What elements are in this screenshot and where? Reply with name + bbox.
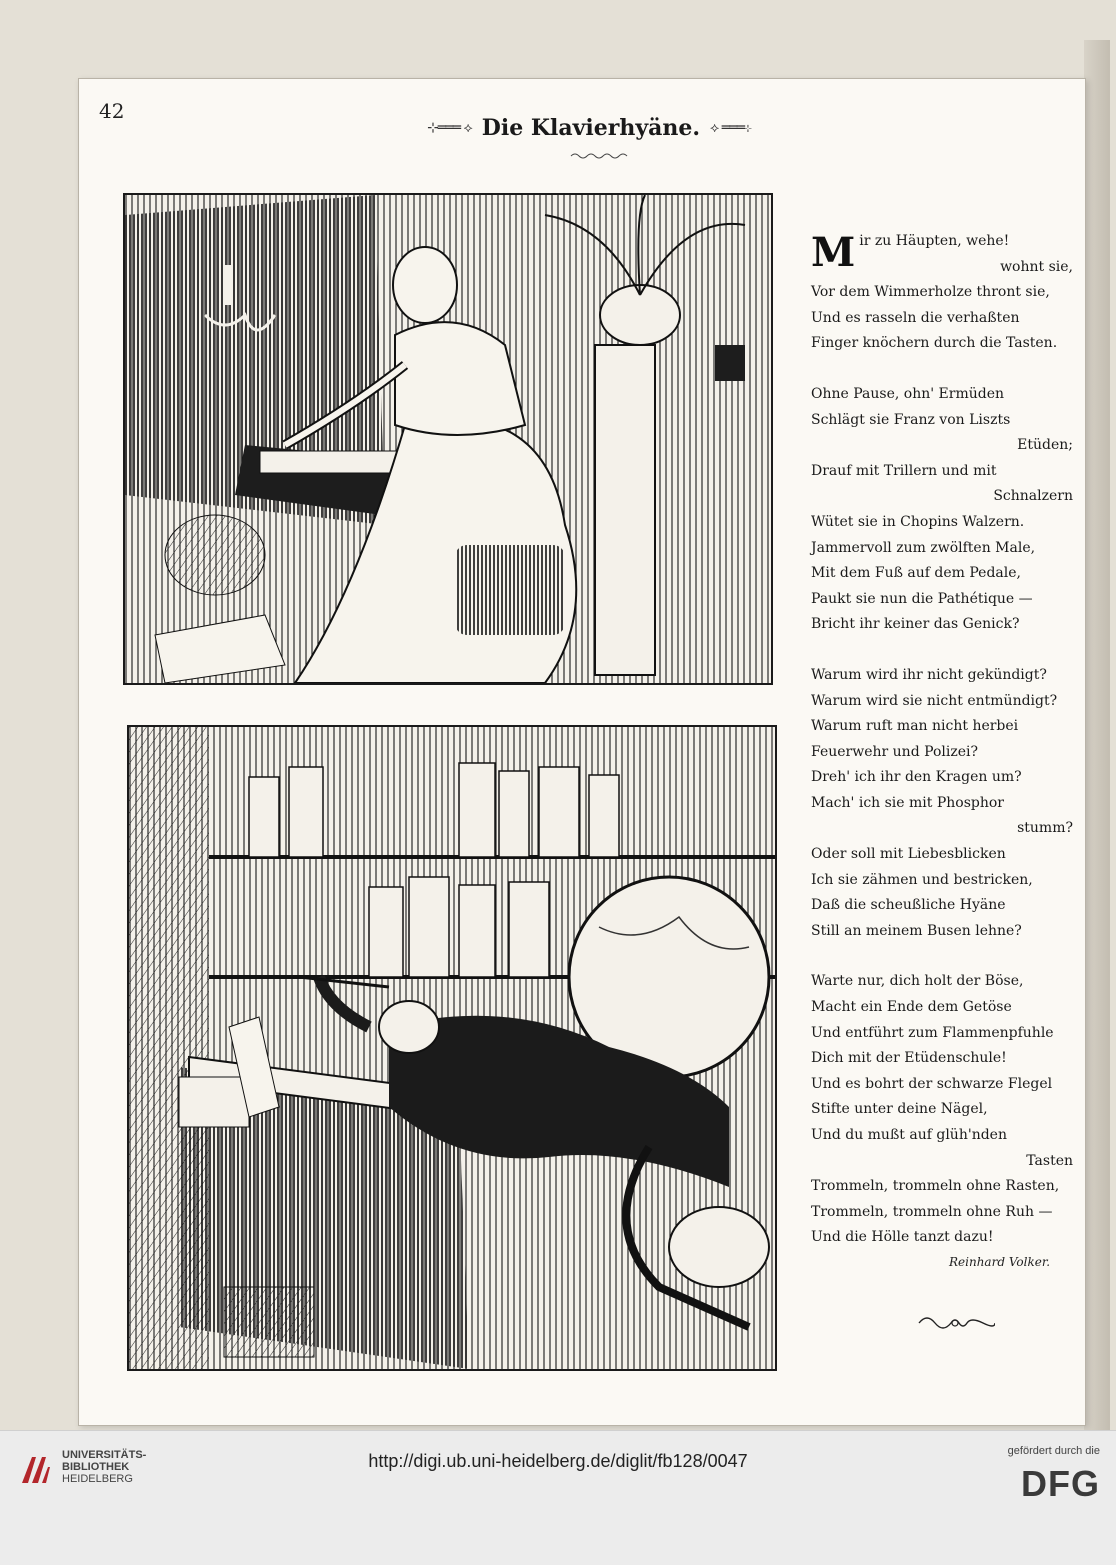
poem-line-text: Vor dem Wimmerholze thront sie, xyxy=(811,284,1050,301)
poem-line-text: Paukt sie nun die Pathétique — xyxy=(811,590,1033,607)
poem-line xyxy=(811,995,1081,1021)
poem-line-text: ir zu Häupten, wehe! xyxy=(859,233,1010,249)
poem-line-text: Und es rasseln die verhaßten xyxy=(811,309,1020,326)
poem-line-text: Mit dem Fuß auf dem Pedale, xyxy=(811,565,1021,582)
poem-line-text: Macht ein Ende dem Getöse xyxy=(811,999,1012,1016)
title-flourish-right: ⟡ ═══⊹ xyxy=(710,120,751,136)
poem-line xyxy=(811,306,1081,332)
poem-line-text: Wütet sie in Chopins Walzern. xyxy=(811,513,1025,530)
poem-line xyxy=(811,1200,1081,1226)
poem-line-text: Stifte unter deine Nägel, xyxy=(811,1101,988,1118)
poem-line-text: Schlägt sie Franz von Liszts xyxy=(811,411,1011,428)
poem-line xyxy=(811,1097,1081,1123)
title-wave-ornament xyxy=(569,151,629,161)
poem-line xyxy=(811,459,1081,485)
poem-line xyxy=(811,663,1081,689)
title-flourish-left: ⊹═══ ⟡ xyxy=(427,120,472,136)
poem-line xyxy=(811,1174,1081,1200)
poem-line-text: Und du mußt auf glüh'nden xyxy=(811,1127,1007,1143)
document-page xyxy=(78,78,1086,1426)
sponsor-label: gefördert durch die xyxy=(1007,1445,1100,1457)
poem-line-text: Drauf mit Trillern und mit xyxy=(811,462,997,479)
poem-line xyxy=(811,689,1081,715)
poem-line-text: Dreh' ich ihr den Kragen um? xyxy=(811,769,1022,786)
poem-line xyxy=(811,765,1081,791)
poem-line-text: Oder soll mit Liebesblicken xyxy=(811,846,1006,863)
poem-line-text: Warte nur, dich holt der Böse, xyxy=(811,973,1024,990)
poem-line-text: Tasten xyxy=(1026,1152,1073,1169)
university-name-line1: UNIVERSITÄTS- xyxy=(62,1449,147,1461)
poem-line-text: Still an meinem Busen lehne? xyxy=(811,922,1022,939)
poem-line xyxy=(811,842,1081,868)
university-name-line3: HEIDELBERG xyxy=(62,1473,133,1485)
poem-line xyxy=(811,1149,1081,1175)
poem-stanza xyxy=(811,382,1081,638)
poem-line-text: Ich sie zähmen und bestricken, xyxy=(811,871,1033,888)
poem-line-text: Ohne Pause, ohn' Ermüden xyxy=(811,385,1004,402)
poem-line xyxy=(811,587,1081,613)
poem-line-text: Trommeln, trommeln ohne Rasten, xyxy=(811,1178,1060,1195)
poem-line xyxy=(811,536,1081,562)
poem-line xyxy=(811,1225,1081,1251)
poem-line xyxy=(811,612,1081,638)
poem-line-text: Warum ruft man nicht herbei xyxy=(811,718,1019,735)
poem-author: Reinhard Volker. xyxy=(949,1255,1051,1269)
poem-line-text: Finger knöchern durch die Tasten. xyxy=(811,335,1058,352)
illustration-pianist xyxy=(123,193,773,685)
poem-text xyxy=(811,229,1081,1276)
poem-line xyxy=(811,816,1081,842)
poem-line-text: Trommeln, trommeln ohne Ruh — xyxy=(811,1203,1053,1220)
poem-line-text: Mach' ich sie mit Phosphor xyxy=(811,794,1004,811)
title-block xyxy=(379,113,799,143)
poem-line xyxy=(811,1021,1081,1047)
permalink-url[interactable]: http://digi.ub.uni-heidelberg.de/diglit/fb128/0047 xyxy=(368,1451,748,1471)
footer-banner xyxy=(0,1430,1116,1565)
poem-line xyxy=(811,1072,1081,1098)
poem-line xyxy=(811,714,1081,740)
poem-line xyxy=(811,1046,1081,1072)
poem-line-text: Daß die scheußliche Hyäne xyxy=(811,897,1006,914)
poem-line xyxy=(811,280,1081,306)
poem-line xyxy=(811,382,1081,408)
poem-dropcap: M xyxy=(811,229,856,276)
poem-line xyxy=(811,331,1081,357)
dfg-logo: DFG xyxy=(1021,1463,1100,1504)
poem-line xyxy=(811,969,1081,995)
poem-line-text: stumm? xyxy=(1017,820,1073,837)
illustration-scholar xyxy=(127,725,777,1371)
poem-line-text: Bricht ihr keiner das Genick? xyxy=(811,616,1020,633)
poem-line xyxy=(811,484,1081,510)
university-name-line2: BIBLIOTHEK xyxy=(62,1461,130,1473)
poem-line-text: Und die Hölle tanzt dazu! xyxy=(811,1229,994,1246)
poem-stanza xyxy=(811,969,1081,1251)
end-ornament xyxy=(915,1311,995,1335)
poem-line xyxy=(811,510,1081,536)
poem-line xyxy=(811,408,1081,434)
poem-line xyxy=(811,919,1081,945)
poem-line xyxy=(811,561,1081,587)
poem-line-text: Jammervoll zum zwölften Male, xyxy=(811,539,1036,556)
poem-line xyxy=(811,740,1081,766)
poem-line xyxy=(811,433,1081,459)
poem-line-text: Feuerwehr und Polizei? xyxy=(811,743,978,760)
poem-stanza xyxy=(811,229,1081,357)
poem-line xyxy=(811,1123,1081,1149)
poem-line-text: Etüden; xyxy=(1017,437,1073,454)
poem-stanza xyxy=(811,663,1081,945)
page-number: 42 xyxy=(99,99,125,123)
poem-line-text: wohnt sie, xyxy=(1000,258,1073,275)
poem-line-text: Schnalzern xyxy=(993,488,1073,505)
poem-line xyxy=(811,893,1081,919)
poem-line-text: Und es bohrt der schwarze Flegel xyxy=(811,1075,1053,1092)
page-edge xyxy=(1084,40,1110,1430)
poem-line-text: Warum wird sie nicht entmündigt? xyxy=(811,692,1058,709)
poem-line-text: Dich mit der Etüdenschule! xyxy=(811,1050,1007,1067)
poem-line-text: Und entführt zum Flammenpfuhle xyxy=(811,1024,1054,1041)
poem-line xyxy=(811,791,1081,817)
page-title: Die Klavierhyäne. xyxy=(481,115,701,141)
poem-line-text: Warum wird ihr nicht gekündigt? xyxy=(811,666,1047,683)
poem-line xyxy=(811,868,1081,894)
